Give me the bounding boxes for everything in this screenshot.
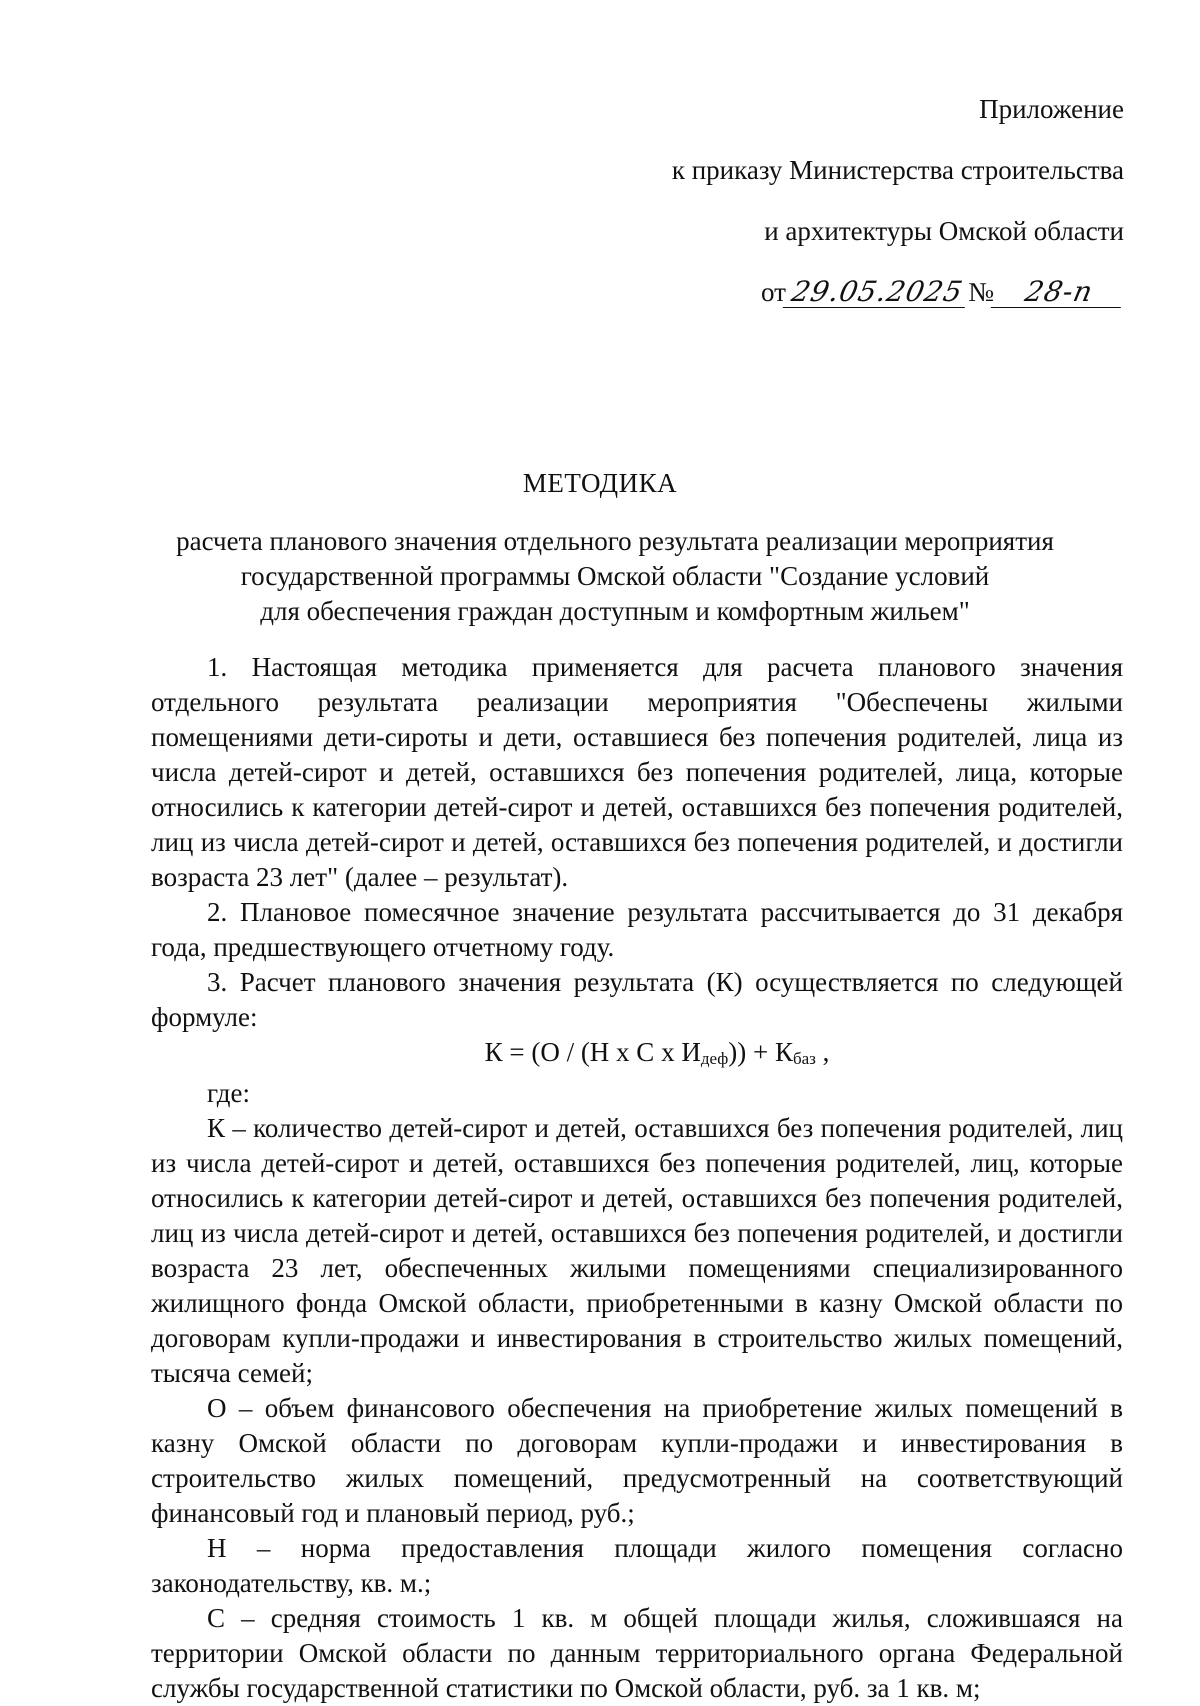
paragraph-2: 2. Плановое помесячное значение результата рассчитывается до 31 декабря года, предшествующего отчетному году.: [151, 897, 1123, 962]
paragraph-3: 3. Расчет планового значения результата (К) осуществляется по следующей формуле:: [151, 967, 1123, 1032]
where-label: где:: [207, 1078, 250, 1108]
number-prefix: №: [968, 277, 994, 307]
definition-o: О – объем финансового обеспечения на приобретение жилых помещений в казну Омской области по договорам купли-продажи и инвестирования в строительство жилых помещений, предусмотренный на соответствующий финансовый год и плановый период, руб.;: [151, 1393, 1123, 1528]
formula-part3: ,: [815, 1037, 830, 1067]
handwritten-number: 28-п: [991, 277, 1128, 308]
formula-part1: К = (О / (Н х С х И: [484, 1037, 701, 1067]
definition-k: К – количество детей-сирот и детей, оставшихся без попечения родителей, лиц из числа детей-сирот и детей, оставшихся без попечения родителей, лиц, которые относились к категории детей-сирот и детей, оставшихся без попечения родителей, лиц из числа детей-сирот и детей, оставшихся без попечения родителей, и достигли возраста 23 лет, обеспеченных жилыми помещениями специализированного жилищного фонда Омской области, приобретенными в казну Омской области по договорам купли-продажи и инвестирования в строительство жилых помещений, тысяча семей;: [151, 1113, 1123, 1388]
appendix-label: Приложение: [979, 94, 1124, 124]
order-date-number: [761, 275, 1124, 310]
subtitle-line2: государственной программы Омской области "Создание условий: [240, 561, 990, 591]
definition-c: С – средняя стоимость 1 кв. м общей площади жилья, сложившаяся на территории Омской области по данным территориального органа Федеральной службы государственной статистики по Омской области, руб. за 1 кв. м;: [151, 1603, 1123, 1703]
date-prefix: от: [760, 277, 786, 307]
appendix-header: [672, 92, 1124, 336]
order-reference-line2: и архитектуры Омской области: [764, 216, 1124, 246]
document-subtitle: [140, 524, 1090, 629]
handwritten-date: 29.05.2025: [783, 277, 972, 308]
definition-n: Н – норма предоставления площади жилого помещения согласно законодательству, кв. м.;: [151, 1533, 1123, 1598]
paragraph-1: 1. Настоящая методика применяется для расчета планового значения отдельного результата реализации мероприятия "Обеспечены жилыми помещениями дети-сироты и дети, оставшиеся без попечения родителей, лица из числа детей-сирот и детей, оставшихся без попечения родителей, лица, которые относились к категории детей-сирот и детей, оставшихся без попечения родителей, лиц из числа детей-сирот и детей, оставшихся без попечения родителей, и достигли возраста 23 лет" (далее – результат).: [151, 652, 1123, 892]
formula-part2: )) + К: [728, 1037, 793, 1067]
formula-sub-baz: баз: [792, 1049, 816, 1068]
order-reference-line1: к приказу Министерства строительства: [671, 155, 1124, 185]
subtitle-line3: для обеспечения граждан доступным и комфортным жильем": [260, 596, 970, 626]
document-title: МЕТОДИКА: [522, 468, 678, 498]
subtitle-line1: расчета планового значения отдельного результата реализации мероприятия: [176, 526, 1054, 556]
formula-sub-def: деф: [700, 1049, 729, 1068]
document-body: [151, 650, 1123, 1706]
formula: [151, 1035, 1123, 1076]
